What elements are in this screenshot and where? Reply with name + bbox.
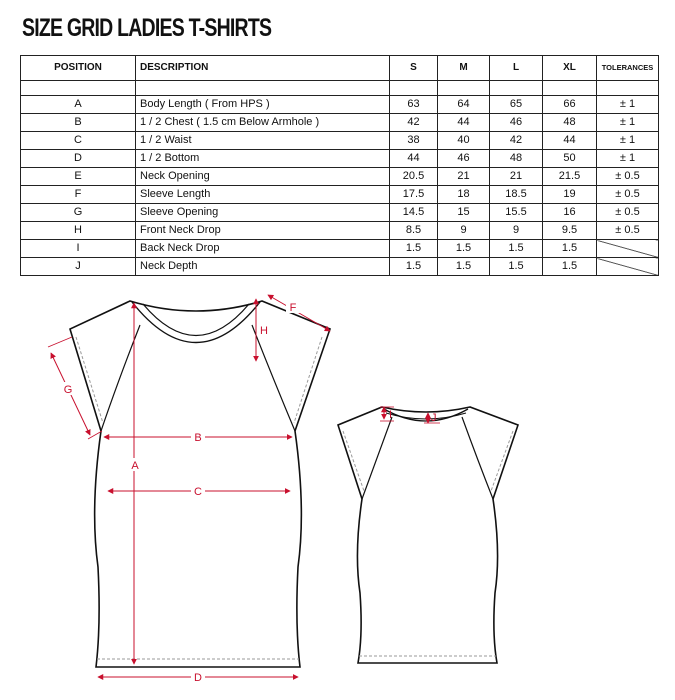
label-h: H	[260, 325, 268, 337]
cell-position: I	[21, 240, 136, 258]
cell-size-m: 18	[438, 186, 490, 204]
cell-description: Sleeve Length	[136, 186, 390, 204]
cell-size-xl: 19	[543, 186, 597, 204]
header-size-l: L	[490, 56, 543, 81]
table-row	[21, 186, 659, 204]
cell-size-m: 1.5	[438, 240, 490, 258]
cell-position: F	[21, 186, 136, 204]
cell-position: J	[21, 258, 136, 276]
cell-size-l: 15.5	[490, 204, 543, 222]
cell-size-s: 14.5	[390, 204, 438, 222]
page-title: SIZE GRID LADIES T-SHIRTS	[22, 14, 272, 42]
cell-size-xl: 9.5	[543, 222, 597, 240]
header-size-xl: XL	[543, 56, 597, 81]
cell-position: A	[21, 96, 136, 114]
cell-size-m: 15	[438, 204, 490, 222]
garment-technical-sketch	[0, 285, 675, 700]
table-row	[21, 204, 659, 222]
cell-tolerance: ± 1	[597, 114, 659, 132]
header-size-m: M	[438, 56, 490, 81]
cell-size-s: 20.5	[390, 168, 438, 186]
back-body-outline	[338, 407, 518, 663]
label-g: G	[63, 384, 73, 396]
cell-description: Neck Opening	[136, 168, 390, 186]
cell-description: Back Neck Drop	[136, 240, 390, 258]
cell-position: G	[21, 204, 136, 222]
cell-description: Front Neck Drop	[136, 222, 390, 240]
cell-tolerance: ± 1	[597, 150, 659, 168]
cell-size-l: 48	[490, 150, 543, 168]
cell-description: Sleeve Opening	[136, 204, 390, 222]
cell-tolerance: ± 0.5	[597, 186, 659, 204]
label-i: I	[389, 409, 393, 421]
cell-size-l: 1.5	[490, 258, 543, 276]
table-row	[21, 96, 659, 114]
spacer-row	[21, 81, 659, 96]
label-a: A	[131, 460, 139, 472]
cell-size-m: 9	[438, 222, 490, 240]
cell-size-s: 8.5	[390, 222, 438, 240]
table-row	[21, 150, 659, 168]
cell-size-xl: 44	[543, 132, 597, 150]
table-row	[21, 132, 659, 150]
table-row	[21, 114, 659, 132]
header-description: DESCRIPTION	[136, 56, 390, 81]
cell-description: Body Length ( From HPS )	[136, 96, 390, 114]
cell-tolerance	[597, 240, 659, 258]
cell-size-xl: 50	[543, 150, 597, 168]
front-view-tshirt	[48, 295, 330, 684]
cell-size-s: 17.5	[390, 186, 438, 204]
cell-tolerance: ± 1	[597, 132, 659, 150]
cell-size-l: 42	[490, 132, 543, 150]
cell-size-m: 1.5	[438, 258, 490, 276]
cell-size-xl: 48	[543, 114, 597, 132]
cell-position: D	[21, 150, 136, 168]
table-row	[21, 240, 659, 258]
cell-size-xl: 16	[543, 204, 597, 222]
cell-position: E	[21, 168, 136, 186]
back-view-tshirt	[338, 407, 518, 663]
label-j: J	[431, 412, 437, 424]
cell-size-xl: 21.5	[543, 168, 597, 186]
cell-size-xl: 1.5	[543, 240, 597, 258]
cell-size-l: 18.5	[490, 186, 543, 204]
cell-size-s: 1.5	[390, 258, 438, 276]
cell-size-m: 46	[438, 150, 490, 168]
header-tolerances: TOLERANCES	[597, 56, 659, 81]
cell-size-s: 63	[390, 96, 438, 114]
table-header-row	[21, 56, 659, 81]
cell-size-s: 38	[390, 132, 438, 150]
cell-tolerance	[597, 258, 659, 276]
table-row	[21, 258, 659, 276]
cell-size-l: 9	[490, 222, 543, 240]
cell-tolerance: ± 0.5	[597, 168, 659, 186]
cell-size-l: 1.5	[490, 240, 543, 258]
cell-position: B	[21, 114, 136, 132]
label-d: D	[194, 672, 202, 684]
cell-size-xl: 66	[543, 96, 597, 114]
table-row	[21, 222, 659, 240]
cell-tolerance: ± 0.5	[597, 222, 659, 240]
cell-tolerance: ± 1	[597, 96, 659, 114]
size-grid-table	[20, 55, 659, 276]
cell-size-l: 65	[490, 96, 543, 114]
header-position: POSITION	[21, 56, 136, 81]
cell-description: 1 / 2 Bottom	[136, 150, 390, 168]
table-row	[21, 168, 659, 186]
cell-size-s: 42	[390, 114, 438, 132]
cell-size-xl: 1.5	[543, 258, 597, 276]
cell-description: 1 / 2 Chest ( 1.5 cm Below Armhole )	[136, 114, 390, 132]
cell-position: C	[21, 132, 136, 150]
cell-size-l: 46	[490, 114, 543, 132]
header-size-s: S	[390, 56, 438, 81]
cell-size-m: 40	[438, 132, 490, 150]
cell-size-m: 21	[438, 168, 490, 186]
cell-size-s: 44	[390, 150, 438, 168]
cell-size-l: 21	[490, 168, 543, 186]
label-c: C	[194, 486, 202, 498]
label-b: B	[194, 432, 202, 444]
cell-description: Neck Depth	[136, 258, 390, 276]
cell-size-m: 44	[438, 114, 490, 132]
label-f: F	[289, 302, 297, 314]
cell-size-s: 1.5	[390, 240, 438, 258]
cell-description: 1 / 2 Waist	[136, 132, 390, 150]
cell-position: H	[21, 222, 136, 240]
cell-size-m: 64	[438, 96, 490, 114]
cell-tolerance: ± 0.5	[597, 204, 659, 222]
